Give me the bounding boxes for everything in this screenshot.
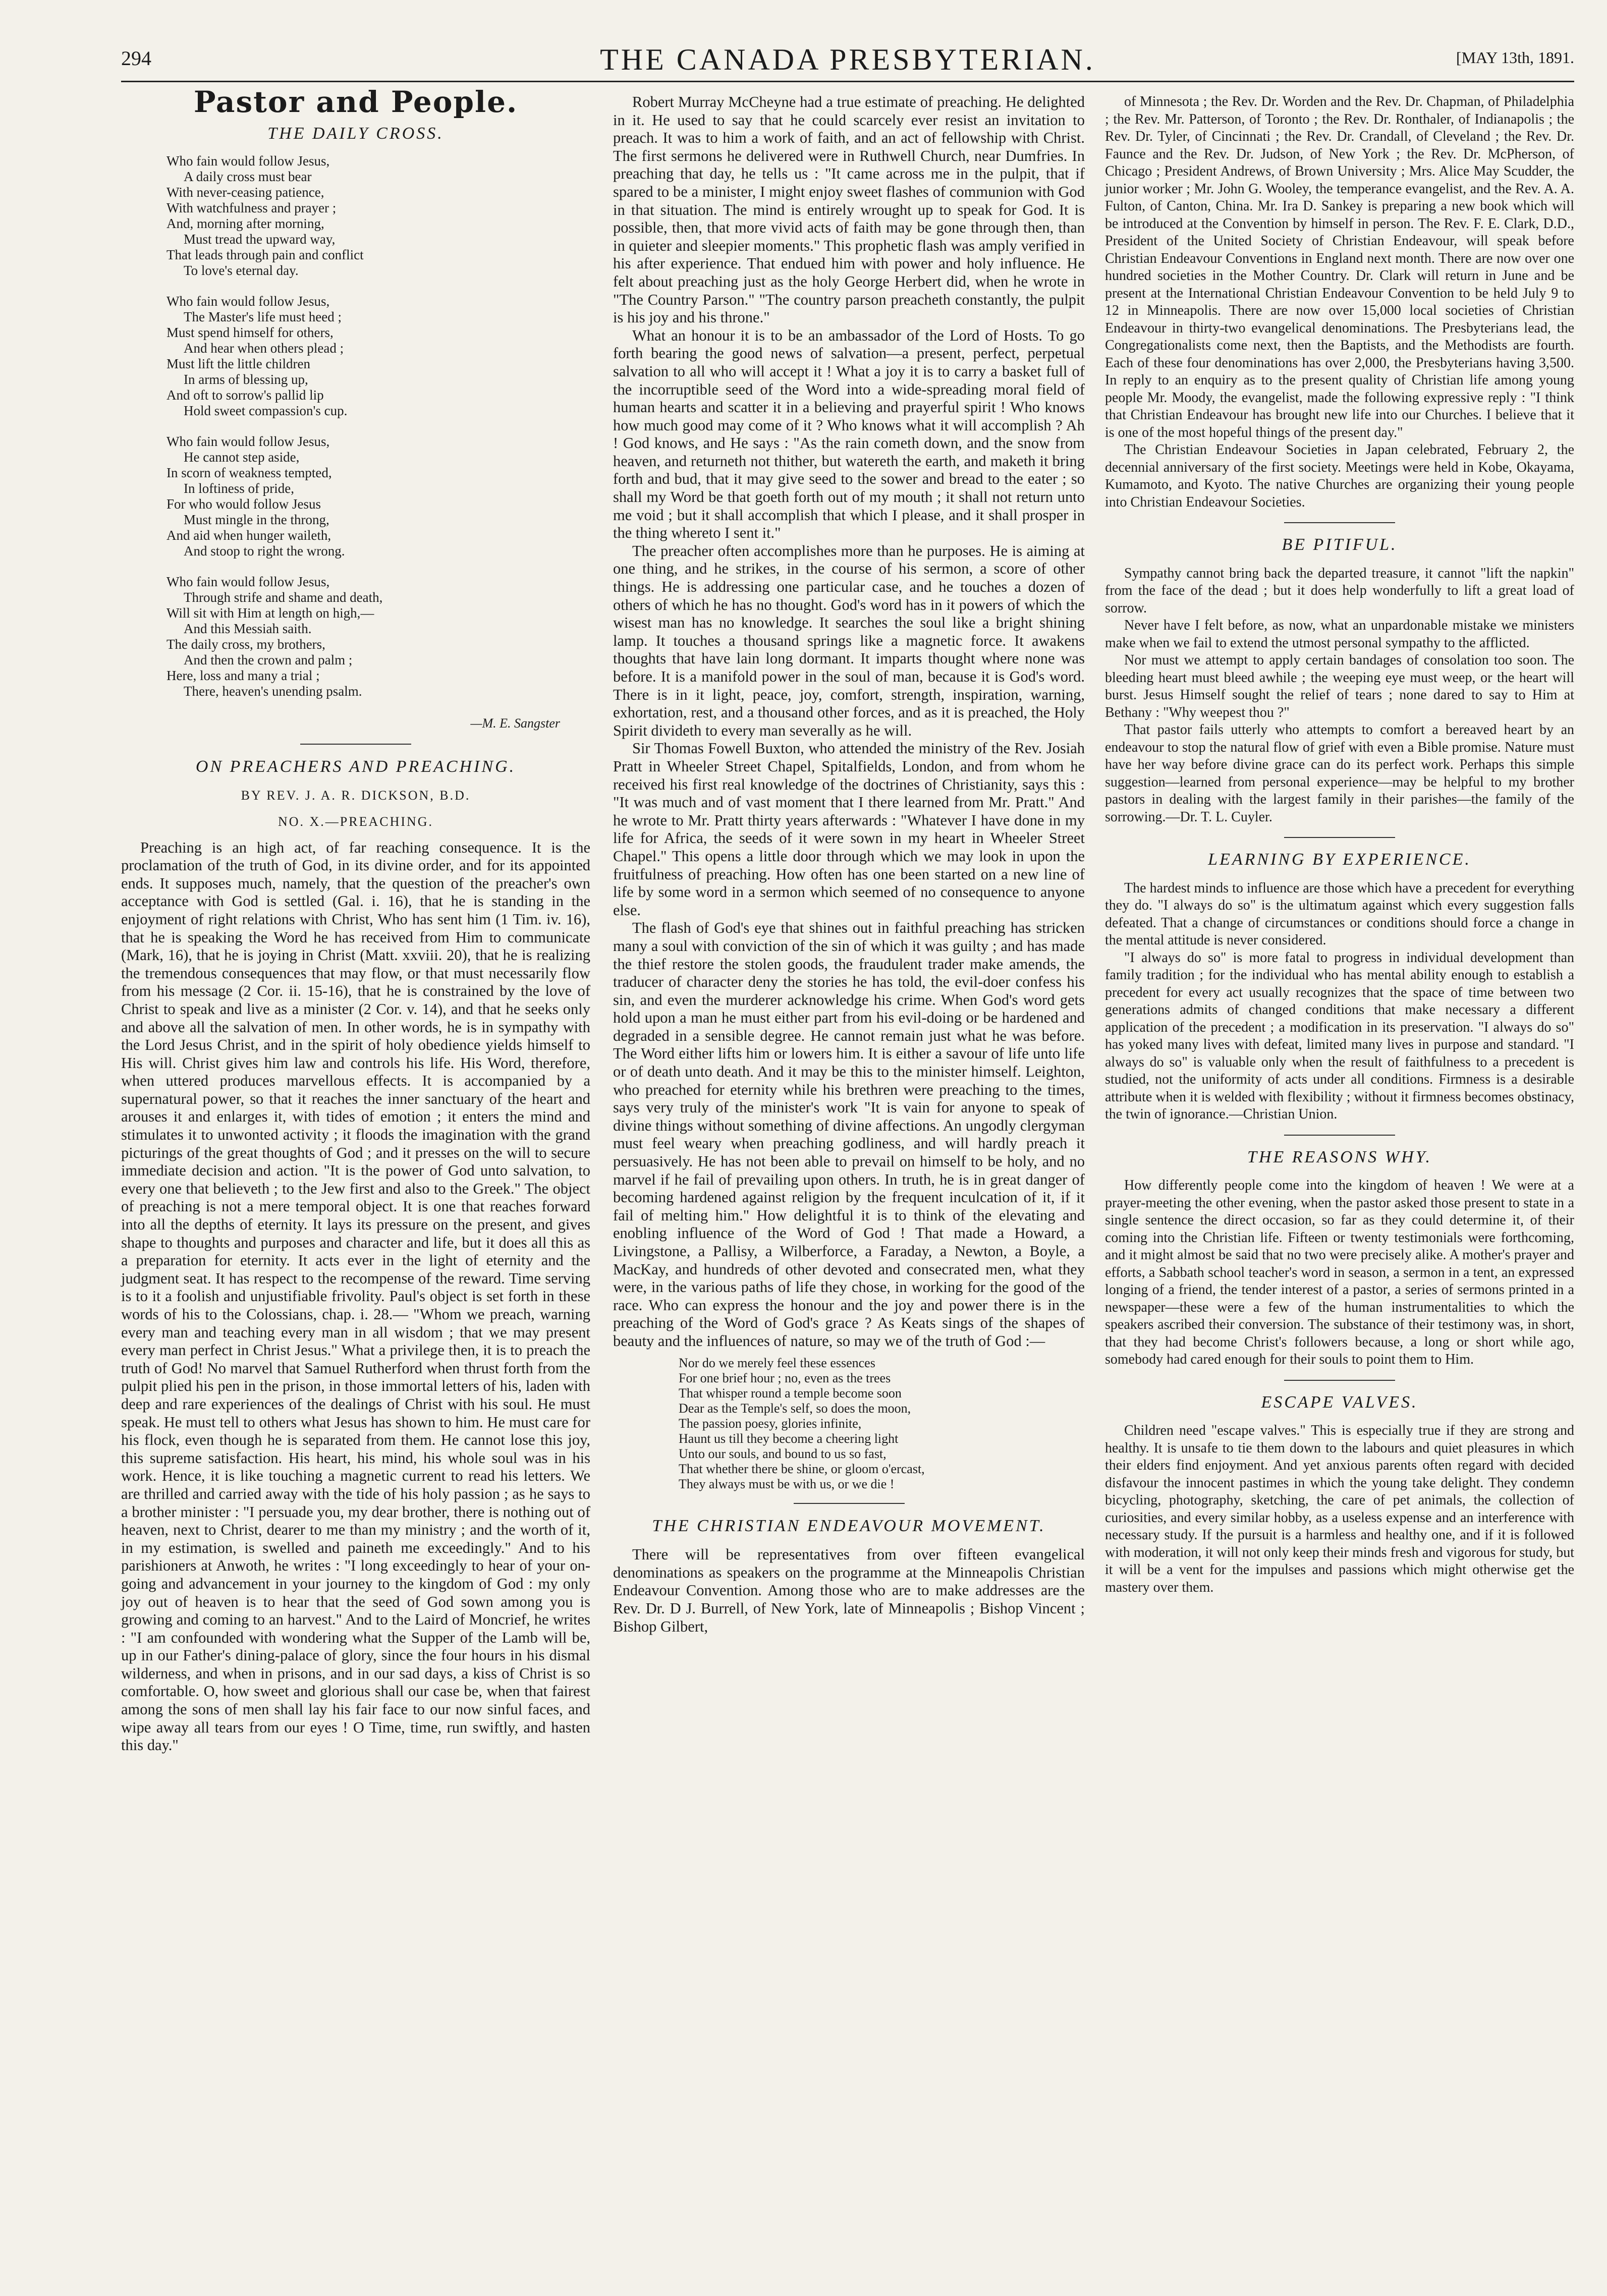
poem-line: And aid when hunger waileth, (167, 528, 331, 543)
poem-line: Must lift the little children (167, 356, 310, 372)
poem-line: That leads through pain and conflict (167, 247, 364, 263)
poem-line: Hold sweet compassion's cup. (184, 403, 348, 419)
poem-line: The Master's life must heed ; (184, 309, 342, 325)
newspaper-title: THE CANADA PRESBYTERIAN. (600, 43, 1095, 76)
article-paragraph: That pastor fails utterly who attempts to comfort a bereaved heart by an endeavour to stop the natural flow of grief with even a Bible promise. Nature must have her way before divine grace can do its perfect work. Perhaps this simple suggestion—learned from personal experience—may be helpful to my brother pastors in dealing with the largest family in their parishes—the family of the sorrowing.—Dr. T. L. Cuyler. (1105, 722, 1574, 825)
column-2 (613, 93, 1085, 1636)
poem-line: And stoop to right the wrong. (184, 543, 345, 559)
poem-stanza (167, 294, 590, 419)
article-title: ESCAPE VALVES. (1261, 1392, 1418, 1412)
article-number: NO. X.—PREACHING. (278, 814, 434, 829)
quoted-verse (679, 1356, 1085, 1492)
section-divider (1284, 837, 1395, 838)
poem-line: And then the crown and palm ; (184, 652, 353, 668)
article-paragraph: The Christian Endeavour Societies in Japan celebrated, February 2, the decennial anniversary of the first society. Meetings were held in Kobe, Okayama, Kumamoto, and Kyoto. The native Churches are organizing their young people into Christian Endeavour Societies. (1105, 442, 1574, 510)
poem-stanza (167, 153, 590, 278)
section-divider (300, 744, 411, 745)
poem-line: With watchfulness and prayer ; (167, 200, 337, 216)
poem-line: Through strife and shame and death, (184, 590, 383, 605)
article-paragraph: Sympathy cannot bring back the departed treasure, it cannot "lift the napkin" from the face of the dead ; but it does help wonderfully to lift a great load of sorrow. (1105, 565, 1574, 616)
header-rule (121, 81, 1574, 82)
poem-line: And, morning after morning, (167, 216, 324, 232)
article-paragraph: There will be representatives from over fifteen evangelical denominations as speakers on the programme at the Minneapolis Christian Endeavour Convention. Among those who are to make addresses are the Rev. Dr. D J. Burrell, of New York, late of Minneapolis ; Bishop Vincent ; Bishop Gilbert, (613, 1546, 1085, 1635)
poem-line: And oft to sorrow's pallid lip (167, 387, 324, 403)
section-divider (1284, 522, 1395, 523)
poem-line: To love's eternal day. (184, 263, 299, 278)
poem-line: A daily cross must bear (184, 169, 312, 185)
poem-stanza (167, 574, 590, 699)
poem-line: He cannot step aside, (184, 450, 300, 465)
article-paragraph: Robert Murray McCheyne had a true estimate of preaching. He delighted in it. He used to say that he could scarcely ever resist an invitation to preach. It was to him a work of faith, and an act of fellowship with Christ. The first sermons he delivered were in Ruthwell Church, near Dumfries. In preaching that day, he tells us : "It came across me in the pulpit, that if spared to be a minister, I might enjoy sweet flashes of communion with God in that situation. The mind is entirely wrought up to speak for God. It is possible, then, that more vivid acts of faith may be gone through then, than in quieter and sleepier moments." This prophetic flash was amply verified in his after experience. That endued him with power and holy influence. He felt about preaching just as the holy George Herbert did, when he wrote in "The Country Parson." "The country parson preacheth constantly, the pulpit is his joy and his throne." (613, 93, 1085, 326)
article-paragraph: Preaching is an high act, of far reaching consequence. It is the proclamation of the truth of God, in its divine order, and for its appointed ends. It supposes much, namely, that the question of the preacher's own acceptance with God is settled (Gal. i. 16), that he is standing in the enjoyment of right relations with Christ, Who has sent him (1 Tim. iv. 16), that he is speaking the Word he has received from Him to communicate (Mark, 16), that he is joying in Christ (Matt. xxviii. 20), that he is realizing the tremendous consequences that may flow, or that must necessarily flow from his message (2 Cor. ii. 15-16), that he is constrained by the love of Christ to speak and live as a minister (2 Cor. v. 14), and that he seeks only and above all the salvation of men. In other words, he is in sympathy with the Lord Jesus Christ, and in the spirit of holy obedience yields himself to His will. Christ gives him law and controls his life. His Word, therefore, when uttered produces marvellous effects. It is accompanied by a supernatural power, so that it reaches the inner sanctuary of the heart and arouses it and enlarges it, with tides of emotion ; it enters the mind and stimulates it to unwonted activity ; it floods the imagination with the grand picturings of the great thoughts of God ; and it presses on the will to secure immediate decision and action. "It is the power of God unto salvation, to every one that believeth ; to the Jew first and also to the Greek." The object of preaching is not a mere temporal object. It is one that reaches forward into all the depths of eternity. It lays its pressure on the present, and gives shape to thoughts and purposes and character and life, but it does all this as a preparation for eternity. It acts ever in the light of eternity and the judgment seat. It has respect to the recompense of the reward. Time serving is to it a foolish and unjustifiable frivolity. Paul's object is set forth in these words of his to the Colossians, chap. i. 28.— "Whom we preach, warning every man and teaching every man in all wisdom ; that we may present every man perfect in Christ Jesus." What a privilege then, it is to preach the truth of God! No marvel that Samuel Rutherford when thrust forth from the pulpit plied his pen in the prison, in those immortal letters of his, laden with deep and rare experiences of the dealings of Christ with his soul. He must speak. He must tell to others what Jesus has shown to him. He must care for his flock, even though he is separated from them. He cannot lose this joy, this supreme satisfaction. His heart, his mind, his whole soul was in his work. Hence, it is like touching a magnetic current to read his letters. We are thrilled and carried away with the tide of his holy passion ; as he says to a brother minister : "I persuade you, my dear brother, there is nothing out of heaven, next to Christ, dearer to me than my ministry ; and the worth of it, in my estimation, is swelled and paineth me exceedingly." And to his parishioners at Anwoth, he writes : "I long exceedingly to hear of your on-going and advancement in your journey to the kingdom of God : my only joy out of heaven is to hear that the seed of God sown among you is growing and coming to an harvest." And to the Laird of Moncrief, he writes : "I am confounded with wondering what the Supper of the Lamb will be, up in our Father's dining-palace of glory, since the four hours in his dismal wilderness, and when in prisons, and in our sad days, a kiss of Christ is so comfortable. O, how sweet and glorious shall our case be, when that fairest among the sons of men shall lay his fair face to our now sinful faces, and wipe away all tears from our eyes ! O Time, time, run swiftly, and hasten this day." (121, 838, 590, 1754)
poem-line: In scorn of weakness tempted, (167, 465, 332, 481)
verse-line: Dear as the Temple's self, so does the moon, (679, 1401, 911, 1416)
poem-line: The daily cross, my brothers, (167, 637, 325, 652)
verse-line: For one brief hour ; no, even as the trees (679, 1370, 891, 1385)
poem-line: For who would follow Jesus (167, 496, 321, 512)
poem-line: Must spend himself for others, (167, 325, 334, 341)
poem-line: And this Messiah saith. (184, 621, 312, 637)
verse-line: The passion poesy, glories infinite, (679, 1416, 862, 1431)
article-title: ON PREACHERS AND PREACHING. (195, 757, 516, 776)
poem (167, 153, 590, 699)
section-divider (1284, 1135, 1395, 1136)
section-divider (1284, 1380, 1395, 1381)
poem-line: Must mingle in the throng, (184, 512, 329, 528)
article-paragraph: Sir Thomas Fowell Buxton, who attended the ministry of the Rev. Josiah Pratt in Wheeler Street Chapel, Spitalfields, London, and from whom he received his first real knowledge of the doctrines of Christianity, says this : "It was much and of vast moment that I there learned from Mr. Pratt." And he wrote to Mr. Pratt thirty years afterwards : "Whatever I have done in my life for Africa, the seeds of it were sown in my heart in Wheeler Street Chapel." This opens a little door through which we may look in upon the fruitfulness of preaching. How often has one been started on a new line of life by some word in a sermon which seemed of no consequence to anyone else. (613, 740, 1085, 919)
poem-line: Who fain would follow Jesus, (167, 294, 330, 309)
column-3 (1105, 93, 1574, 1596)
poem-line: Must tread the upward way, (184, 232, 336, 247)
poem-line: Will sit with Him at length on high,— (167, 605, 374, 621)
article-title: BE PITIFUL. (1282, 535, 1398, 554)
article-paragraph: The preacher often accomplishes more than he purposes. He is aiming at one thing, and he strikes, in the course of his sermon, a score of other things. He is addressing one particular case, and he touches a dozen of others of which he has no thought. God's word has in it powers of which the wisest man has no knowledge. It searches the soul like a bright shining lamp. It touches a thousand springs like a magnetic force. It awakens thoughts that have lain long dormant. It imparts thought where none was before. It is a manifold power in the soul of man, because it is God's word. There is in it light, peace, joy, comfort, strength, inspiration, warning, exhortation, rest, and a thousand other forces, and as it is preached, the Holy Spirit divideth to every man severally as he will. (613, 542, 1085, 739)
article-paragraph: Never have I felt before, as now, what an unpardonable mistake we ministers make when we fail to extend the utmost personal sympathy to the afflicted. (1105, 618, 1574, 651)
poem-author: —M. E. Sangster (470, 716, 560, 731)
poem-line: With never-ceasing patience, (167, 185, 324, 200)
poem-title: THE DAILY CROSS. (267, 124, 444, 143)
section-divider (794, 1503, 905, 1504)
poem-stanza (167, 434, 590, 559)
article-title: THE REASONS WHY. (1247, 1147, 1432, 1166)
poem-line: Here, loss and many a trial ; (167, 668, 320, 684)
verse-line: Unto our souls, and bound to us so fast, (679, 1446, 886, 1461)
article-paragraph: Nor must we attempt to apply certain bandages of consolation too soon. The bleeding heart must bleed awhile ; the weeping eye must weep, or the heart will burst. Jesus Himself sought the relief of tears ; none dared to say to Him at Bethany : "Why weepest thou ?" (1105, 652, 1574, 720)
poem-line: Who fain would follow Jesus, (167, 574, 330, 590)
page-number: 294 (121, 47, 151, 70)
verse-line: Haunt us till they become a cheering light (679, 1431, 899, 1446)
poem-line: In loftiness of pride, (184, 481, 294, 496)
article-paragraph: of Minnesota ; the Rev. Dr. Worden and the Rev. Dr. Chapman, of Philadelphia ; the Rev. Mr. Patterson, of Toronto ; the Rev. Dr. Ronthaler, of Indianapolis ; the Rev. Dr. Tyler, of Cincinnati ; the Rev. Dr. Crandall, of Cleveland ; the Rev. Dr. Faunce and the Rev. Dr. Judson, of New York ; the Rev. Dr. McPherson, of Chicago ; President Andrews, of Brown University ; Mrs. Alice May Scudder, the junior worker ; Mr. John G. Wooley, the temperance evangelist, and the Rev. A. A. Fulton, of Canton, China. Mr. Ira D. Sankey is preparing a new book which will be introduced at the Convention by himself in person. The Rev. F. E. Clark, D.D., President of the United Society of Christian Endeavour, will speak before Christian Endeavour Conventions in England next month. There are now over one hundred societies in the Mother Country. Dr. Clark will return in June and be present at the International Christian Endeavour Convention to be held July 9 to 12 in Minneapolis. There are now over 15,000 local societies of Christian Endeavour in thirty-two evangelical denominations. The Presbyterians lead, the Congregationalists come next, then the Baptists, and the Methodists are fourth. Each of these four denominations has over 2,000, the Presbyterians having 3,500. In reply to an enquiry as to the present quality of Christian life among young people Mr. Moody, the evangelist, made the following expressive reply : "I think that Christian Endeavour has brought new life into our Churches. I believe that it is one of the most hopeful things of the present day." (1105, 94, 1574, 440)
article-paragraph: "I always do so" is more fatal to progress in individual development than family tradition ; for the individual who has mental ability enough to establish a precedent for every act usually recognizes that the space of time between two generations admits of changed conditions that make necessary a different application of the precedent ; a modification in its preservation. "I always do so" has yoked many lives with defeat, limited many lives in purpose and standard. "I always do so" is valuable only when the result of faithfulness to a precedent is studied, not the uniformity of acts under all conditions. Firmness is a desirable attribute when it is welded with flexibility ; without it firmness becomes obstinacy, the twin of ignorance.—Christian Union. (1105, 949, 1574, 1122)
article-byline: BY REV. J. A. R. DICKSON, B.D. (241, 788, 471, 803)
poem-line: Who fain would follow Jesus, (167, 434, 330, 450)
poem-line: And hear when others plead ; (184, 341, 344, 356)
department-heading: Pastor and People. (193, 85, 518, 119)
article-title: LEARNING BY EXPERIENCE. (1208, 850, 1471, 869)
verse-line: They always must be with us, or we die ! (679, 1476, 895, 1491)
issue-date: [MAY 13th, 1891. (1456, 48, 1574, 67)
poem-line: In arms of blessing up, (184, 372, 308, 387)
verse-line: That whether there be shine, or gloom o'ercast, (679, 1461, 925, 1476)
poem-line: Who fain would follow Jesus, (167, 153, 330, 169)
article-title: THE CHRISTIAN ENDEAVOUR MOVEMENT. (652, 1516, 1046, 1535)
poem-line: There, heaven's unending psalm. (184, 684, 362, 699)
article-paragraph: What an honour it is to be an ambassador of the Lord of Hosts. To go forth bearing the good news of salvation—a present, perfect, perpetual salvation to all who will accept it ! What a joy it is to carry a basket full of the incorruptible seed of the Word into a wide-spreading moral field of human hearts and scatter it in a believing and prayerful spirit ! Who knows how much good may come of it ? Who knows what it will accomplish ? Ah ! God knows, and He says : "As the rain cometh down, and the snow from heaven, and returneth not thither, but watereth the earth, and maketh it bring forth and bud, that it may give seed to the sower and bread to the eater ; so shall my Word be that goeth forth out of my mouth ; it shall not return unto me void ; but it shall accomplish that which I please, and it shall prosper in the thing whereto I sent it." (613, 326, 1085, 542)
article-paragraph: The flash of God's eye that shines out in faithful preaching has stricken many a soul with conviction of the sin of which it was guilty ; and has made the thief restore the stolen goods, the fraudulent trader make amends, the traducer of character deny the stories he has told, the evil-doer confess his sin, and even the murderer acknowledge his crime. When God's word gets hold upon a man he must either part from his evil-doing or be hardened and degraded in a sensible degree. He cannot remain just what he was before. The Word either lifts him or lowers him. It is either a savour of life unto life or of death unto death. And it may be this to the minister himself. Leighton, who preached for eternity while his brethren were preaching to the times, says very truly of the minister's work "It is vain for anyone to speak of divine things without something of divine affections. An ungodly clergyman must feel weary when preaching godliness, and will hardly preach it persuasively. He has not been able to prevail on himself to be holy, and no marvel if he fail of prevailing upon others. In truth, he is in great danger of becoming hardened against religion by the frequent inculcation of it, if it fail of melting him." How delightful it is to think of the elevating and enobling influence of the Word of God ! That made a Howard, a Livingstone, a Pallisy, a Wilberforce, a Faraday, a Newton, a Boyle, a MacKay, and hundreds of other devoted and consecrated men, what they were, in the various paths of life they chose, in working for the good of the race. Who can express the honour and the joy and power there is in the preaching of the Word of God's grace ? As Keats sings of the shapes of beauty and the influences of nature, so may we of the truth of God :— (613, 919, 1085, 1350)
verse-line: Nor do we merely feel these essences (679, 1355, 875, 1370)
verse-line: That whisper round a temple become soon (679, 1385, 902, 1401)
article-paragraph: How differently people come into the kingdom of heaven ! We were at a prayer-meeting the other evening, when the pastor asked those present to state in a single sentence the direct occasion, so far as they could determine it, of their coming into the Christian life. Fifteen or twenty testimonials were forthcoming, and it might almost be said that no two were precisely alike. A mother's prayer and efforts, a Sabbath school teacher's word in season, a sermon in a tent, an expressed longing of a friend, the tender interest of a pastor, a series of sermons printed in a newspaper—these were a few of the human instrumentalities to which the speakers ascribed their conversion. The substance of their testimony was, in short, that they had become Christ's followers because, a long or short while ago, somebody had cared enough for their souls to point them to Him. (1105, 1178, 1574, 1367)
article-paragraph: Children need "escape valves." This is especially true if they are strong and healthy. It is unsafe to tie them down to the labours and quiet pleasures in which their elders find enjoyment. And yet anxious parents often regard with decided disfavour the innocent pastimes in which the young take delight. They condemn bicycling, photography, sketching, the care of pet animals, the collection of curiosities, and every similar hobby, as a useless expense and an interference with necessary study. If the pursuit is a harmless and healthy one, and if it is followed with moderation, it will not only keep their minds fresh and vigorous for study, but it will be a vent for the impulses and passions which might otherwise get the mastery over them. (1105, 1423, 1574, 1595)
column-1 (121, 85, 590, 1755)
article-paragraph: The hardest minds to influence are those which have a precedent for everything they do. "I always do so" is the ultimatum against which every suggestion falls defeated. That a change of circumstances or conditions should force a change in the mental attitude is never considered. (1105, 880, 1574, 948)
